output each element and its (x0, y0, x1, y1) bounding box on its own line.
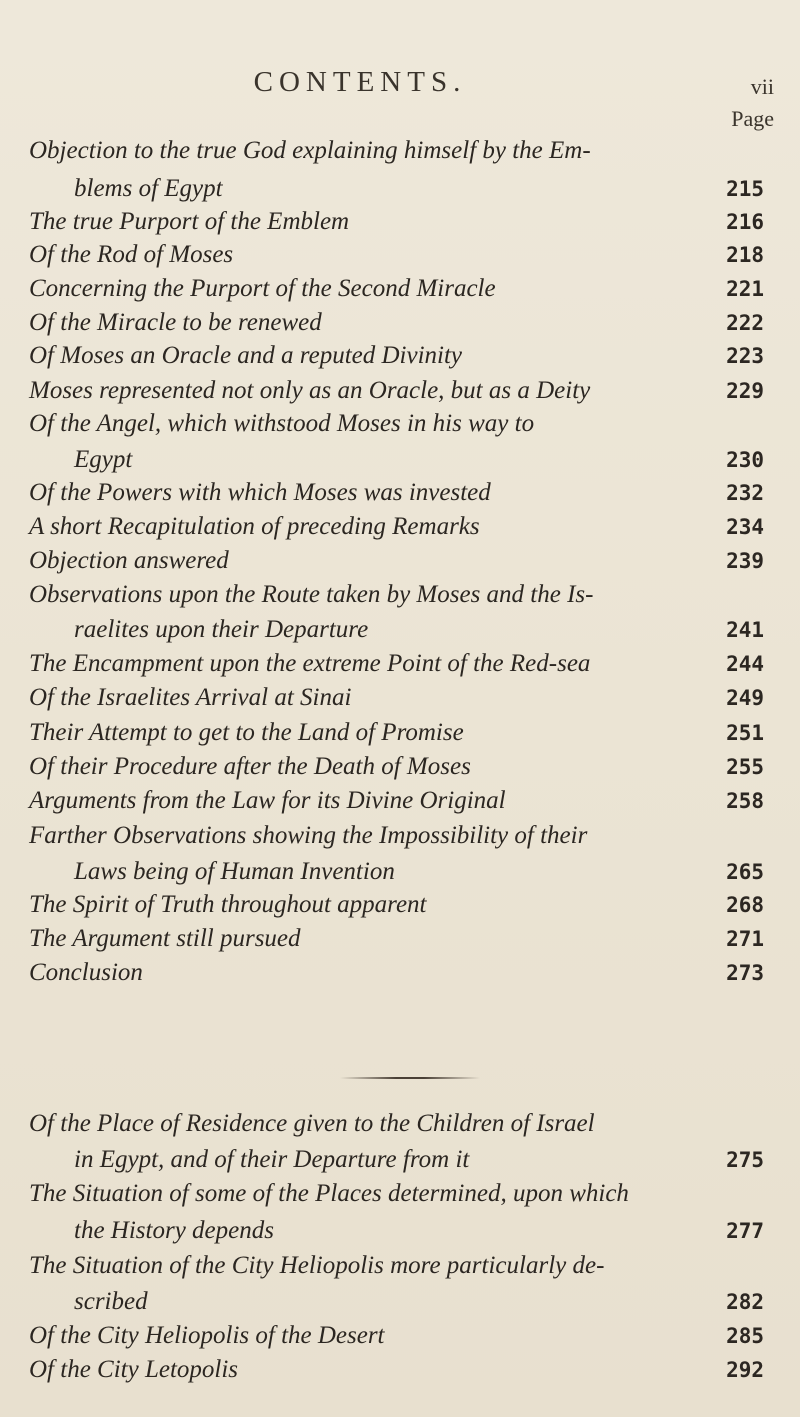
page-number: 251 (726, 721, 764, 745)
entry-title: Of Moses an Oracle and a reputed Divinity (29, 342, 463, 369)
entry-title: in Egypt, and of their Departure from it (74, 1146, 470, 1173)
toc-entry (0, 1353, 800, 1387)
toc-entry (0, 1177, 800, 1211)
entry-title: Concerning the Purport of the Second Miracle (29, 275, 496, 302)
page-number: 249 (726, 686, 764, 710)
page-number: 268 (726, 893, 764, 917)
toc-entry (0, 922, 800, 956)
entry-title: The Situation of the City Heliopolis more particularly de- (29, 1252, 605, 1279)
page-number: 218 (726, 243, 764, 267)
entry-title: Farther Observations showing the Impossibility of their (29, 822, 588, 849)
entry-title: scribed (74, 1288, 148, 1315)
page-number: 232 (726, 481, 764, 505)
toc-entry (0, 339, 800, 373)
entry-title: The Encampment upon the extreme Point of the Red-sea (29, 650, 591, 677)
entry-title: Their Attempt to get to the Land of Promise (29, 719, 464, 746)
entry-title: raelites upon their Departure (74, 616, 369, 643)
page-number: 222 (726, 311, 764, 335)
entry-title: blems of Egypt (74, 175, 223, 202)
page-column-label: Page (731, 106, 774, 131)
toc-entry (0, 510, 800, 544)
entry-title: Observations upon the Route taken by Moses and the Is- (29, 581, 594, 608)
page-number: 241 (726, 618, 764, 642)
entry-title: Of the Miracle to be renewed (29, 309, 322, 336)
entry-title: The Argument still pursued (29, 925, 301, 952)
toc-entry-continuation (0, 1143, 800, 1177)
toc-entry-continuation (0, 1214, 800, 1248)
page-number: 221 (726, 277, 764, 301)
page-number: 292 (726, 1358, 764, 1382)
entry-title: The true Purport of the Emblem (29, 208, 350, 235)
entry-title: the History depends (74, 1217, 274, 1244)
entry-title: Egypt (74, 446, 133, 473)
toc-entry (0, 681, 800, 715)
toc-entry (0, 750, 800, 784)
toc-entry-continuation (0, 855, 800, 889)
page-number: 234 (726, 515, 764, 539)
page-number: 285 (726, 1324, 764, 1348)
toc-entry (0, 205, 800, 239)
page-number: 258 (726, 789, 764, 813)
entry-title: Of the City Letopolis (29, 1356, 239, 1383)
toc-entry-continuation (0, 172, 800, 206)
toc-entry (0, 888, 800, 922)
entry-title: Of the City Heliopolis of the Desert (29, 1322, 385, 1349)
entry-title: Arguments from the Law for its Divine Original (29, 787, 506, 814)
toc-entry (0, 1107, 800, 1141)
toc-entry (0, 272, 800, 306)
entry-title: Of their Procedure after the Death of Moses (29, 753, 471, 780)
toc-entry (0, 544, 800, 578)
page-number: 229 (726, 379, 764, 403)
toc-entry-continuation (0, 443, 800, 477)
toc-entry (0, 819, 800, 853)
toc-entry (0, 647, 800, 681)
entry-title: Of the Israelites Arrival at Sinai (29, 684, 352, 711)
page-number: 282 (726, 1290, 764, 1314)
page-number: 271 (726, 927, 764, 951)
toc-entry (0, 578, 800, 612)
page-number: 277 (726, 1219, 764, 1243)
page-number: 215 (726, 177, 764, 201)
page-number: 275 (726, 1148, 764, 1172)
toc-entry (0, 238, 800, 272)
toc-entry (0, 374, 800, 408)
page-number: 230 (726, 448, 764, 472)
page-number: 244 (726, 652, 764, 676)
page-number: 265 (726, 860, 764, 884)
page-number: 255 (726, 755, 764, 779)
toc-entry (0, 784, 800, 818)
page-number: 273 (726, 961, 764, 985)
page-number: 223 (726, 344, 764, 368)
entry-title: The Spirit of Truth throughout apparent (29, 891, 427, 918)
folio-number: vii (750, 74, 774, 99)
toc-entry-continuation (0, 1285, 800, 1319)
toc-entry-continuation (0, 613, 800, 647)
entry-title: Of the Place of Residence given to the Children of Israel (29, 1110, 595, 1137)
entry-title: Of the Powers with which Moses was invested (29, 479, 491, 506)
entry-title: A short Recapitulation of preceding Remarks (29, 513, 480, 540)
entry-title: Laws being of Human Invention (74, 858, 395, 885)
entry-title: Objection answered (29, 547, 229, 574)
entry-title: Objection to the true God explaining himself by the Em- (29, 137, 591, 164)
toc-entry (0, 956, 800, 990)
toc-entry (0, 1319, 800, 1353)
entry-title: Of the Rod of Moses (29, 241, 234, 268)
entry-title: Of the Angel, which withstood Moses in his way to (29, 410, 535, 437)
toc-entry (0, 134, 800, 168)
toc-entry (0, 716, 800, 750)
toc-entry (0, 407, 800, 441)
toc-entry (0, 476, 800, 510)
entry-title: Moses represented not only as an Oracle, but as a Deity (29, 377, 591, 404)
page-title: CONTENTS. (253, 66, 467, 98)
entry-title: The Situation of some of the Places determined, upon which (29, 1180, 629, 1207)
toc-entry (0, 306, 800, 340)
page-number: 216 (726, 210, 764, 234)
section-divider (340, 1077, 480, 1079)
entry-title: Conclusion (29, 959, 143, 986)
page-number: 239 (726, 549, 764, 573)
toc-entry (0, 1249, 800, 1283)
